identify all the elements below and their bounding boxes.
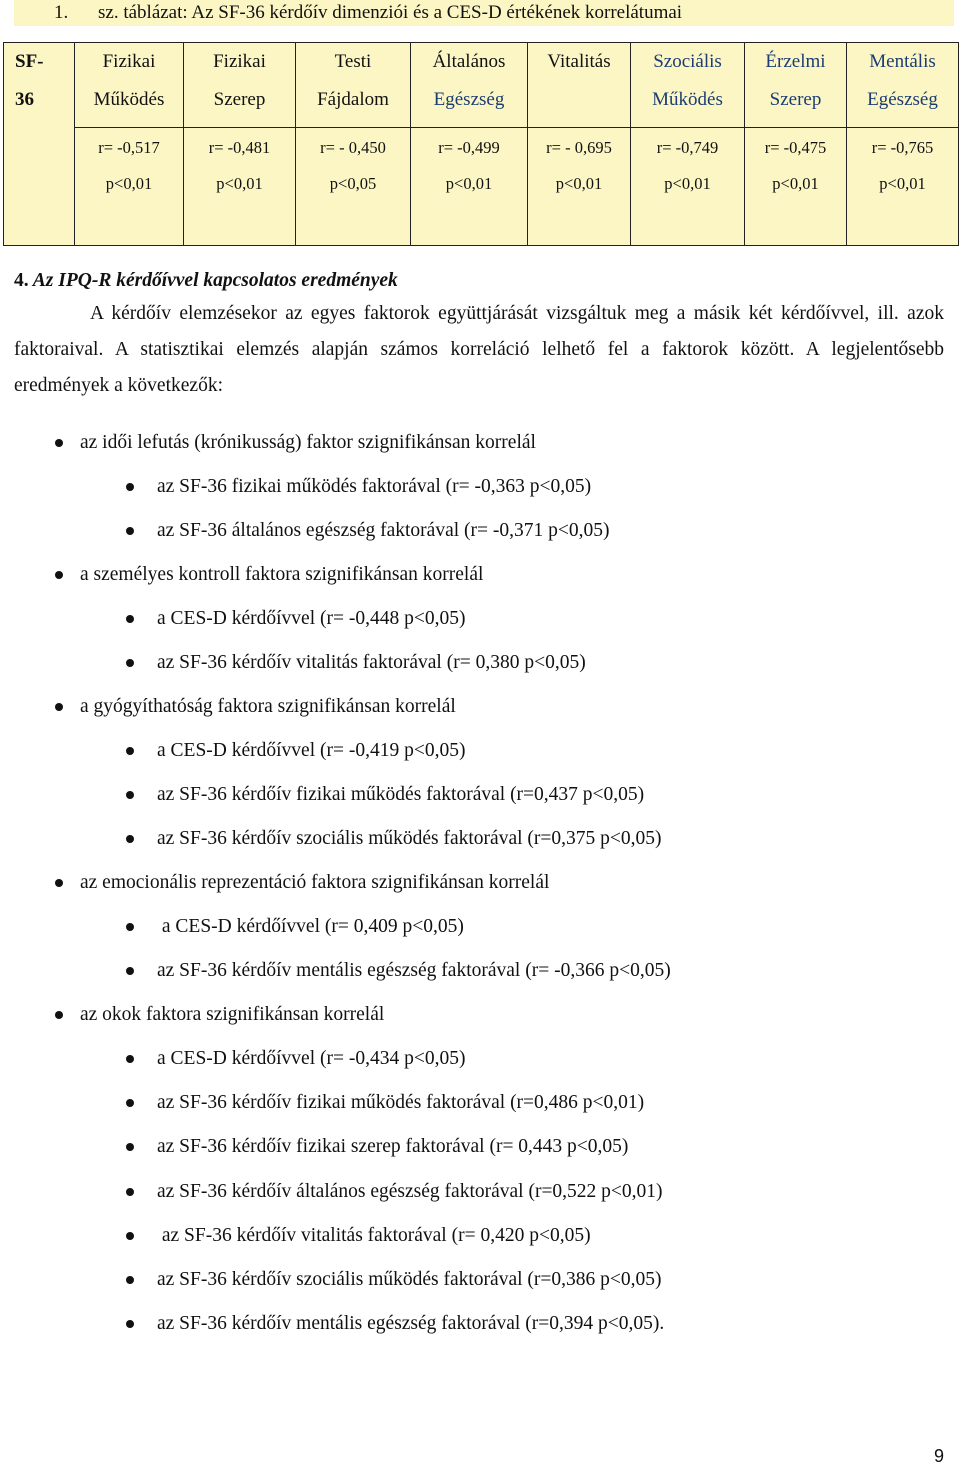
- bullet-dot-icon: [55, 571, 63, 579]
- p-value: p<0,01: [879, 174, 926, 193]
- sub-bullet-item: [157, 651, 586, 675]
- bullet-item: [80, 563, 483, 587]
- header-line1: Érzelmi: [765, 51, 826, 72]
- bullet-item: [80, 695, 456, 719]
- table-caption: [14, 0, 954, 26]
- sf36-label-line1: SF-: [15, 51, 44, 72]
- bullet-dot-icon: [126, 835, 134, 843]
- bullet-text: az SF-36 kérdőív szociális működés faktorával (r=0,386 p<0,05): [157, 1269, 662, 1290]
- bullet-text: a CES-D kérdőívvel (r= 0,409 p<0,05): [157, 916, 464, 937]
- paragraph-text: A kérdőív elemzésekor az egyes faktorok együttjárását vizsgáltuk meg a másik két kérdőívvel, ill. azok faktoraival. A statisztikai elemzés alapján számos korreláció lelhető fel a faktorok között. A legjelentősebb eredmények a következők:: [14, 303, 944, 396]
- sub-bullet-item: [157, 475, 591, 499]
- p-value: p<0,01: [105, 174, 153, 193]
- header-line2: Működés: [652, 89, 723, 110]
- bullet-text: a gyógyíthatóság faktora szignifikánsan korrelál: [80, 696, 456, 717]
- bullet-item: [80, 871, 549, 895]
- bullet-text: az SF-36 kérdőív általános egészség faktorával (r=0,522 p<0,01): [157, 1181, 663, 1202]
- sub-bullet-item: [157, 1091, 644, 1115]
- bullet-dot-icon: [126, 527, 134, 535]
- header-line2: Szerep: [213, 89, 266, 110]
- header-line1: Szociális: [653, 51, 722, 72]
- bullet-dot-icon: [126, 1320, 134, 1328]
- bullet-text: az SF-36 általános egészség faktorával (r= -0,371 p<0,05): [157, 520, 610, 541]
- section-title-text: Az IPQ-R kérdőívvel kapcsolatos eredmények: [32, 270, 398, 291]
- p-value: p<0,01: [216, 174, 263, 193]
- bullet-dot-icon: [55, 879, 63, 887]
- bullet-text: az SF-36 kérdőív fizikai működés faktorával (r=0,486 p<0,01): [157, 1092, 645, 1113]
- caption-number: 1.: [54, 2, 69, 23]
- bullet-dot-icon: [126, 1143, 134, 1151]
- header-line1: Általános: [432, 51, 506, 72]
- bullet-text: az SF-36 kérdőív vitalitás faktorával (r= 0,420 p<0,05): [157, 1225, 591, 1246]
- bullet-text: az SF-36 kérdőív szociális működés faktorával (r=0,375 p<0,05): [157, 828, 662, 849]
- bullet-dot-icon: [126, 483, 134, 491]
- p-value: p<0,01: [772, 174, 819, 193]
- bullet-item: [80, 1003, 384, 1027]
- header-cell-altalanos-egeszseg: [411, 43, 528, 128]
- header-cell-szocialis-mukodes: [631, 43, 745, 128]
- value-cell: [745, 128, 847, 246]
- value-cell: [847, 128, 959, 246]
- r-value: r= -0,765: [871, 138, 934, 157]
- sub-bullet-item: [157, 1135, 628, 1159]
- header-cell-testi-fajdalom: [296, 43, 411, 128]
- sub-bullet-item: [157, 739, 465, 763]
- sub-bullet-item: [157, 519, 609, 543]
- sf36-label-line2: 36: [15, 89, 34, 110]
- bullet-dot-icon: [55, 1011, 63, 1019]
- value-cell: [631, 128, 745, 246]
- r-value: r= -0,499: [438, 138, 500, 157]
- header-line1: Testi: [334, 51, 372, 72]
- value-cell: [411, 128, 528, 246]
- r-value: r= -0,475: [764, 138, 827, 157]
- bullet-text: az SF-36 fizikai működés faktorával (r= -0,363 p<0,05): [157, 476, 592, 497]
- header-cell-vitalitas: [528, 43, 631, 128]
- p-value: p<0,01: [555, 174, 603, 193]
- r-value: r= -0,517: [98, 138, 160, 157]
- r-value: r= - 0,695: [546, 138, 612, 157]
- sub-bullet-item: [157, 827, 662, 851]
- p-value: p<0,05: [329, 174, 377, 193]
- bullet-text: az SF-36 kérdőív mentális egészség faktorával (r=0,394 p<0,05).: [157, 1313, 665, 1334]
- header-line2: Szerep: [769, 89, 822, 110]
- header-line1: Vitalitás: [547, 51, 611, 72]
- bullet-text: a személyes kontroll faktora szignifikánsan korrelál: [80, 564, 484, 585]
- bullet-text: az idői lefutás (krónikusság) faktor szignifikánsan korrelál: [80, 432, 536, 453]
- value-cell: [75, 128, 184, 246]
- bullet-dot-icon: [126, 659, 134, 667]
- bullet-text: az emocionális reprezentáció faktora szignifikánsan korrelál: [80, 872, 550, 893]
- sub-bullet-item: [157, 1268, 662, 1292]
- bullet-dot-icon: [126, 1055, 134, 1063]
- bullet-dot-icon: [55, 703, 63, 711]
- header-cell-erzelmi-szerep: [745, 43, 847, 128]
- header-line2: Fájdalom: [317, 89, 389, 110]
- p-value: p<0,01: [664, 174, 711, 193]
- bullet-text: az okok faktora szignifikánsan korrelál: [80, 1004, 385, 1025]
- bullet-text: a CES-D kérdőívvel (r= -0,434 p<0,05): [157, 1048, 466, 1069]
- header-line2: Egészség: [867, 89, 938, 110]
- r-value: r= -0,481: [208, 138, 271, 157]
- value-cell: [528, 128, 631, 246]
- sub-bullet-item: [157, 1312, 664, 1336]
- bullet-text: az SF-36 kérdőív mentális egészség faktorával (r= -0,366 p<0,05): [157, 960, 671, 981]
- header-line1: Fizikai: [102, 51, 156, 72]
- bullet-dot-icon: [126, 967, 134, 975]
- header-line2: Egészség: [433, 89, 505, 110]
- table-value-row: [4, 128, 959, 246]
- header-line2: Működés: [93, 89, 165, 110]
- bullet-dot-icon: [126, 1276, 134, 1284]
- bullet-text: az SF-36 kérdőív fizikai működés faktorával (r=0,437 p<0,05): [157, 784, 645, 805]
- sf36-header-cell: [4, 43, 75, 246]
- bullet-dot-icon: [126, 747, 134, 755]
- sub-bullet-item: [157, 1047, 465, 1071]
- caption-text: sz. táblázat: Az SF-36 kérdőív dimenziói és a CES-D értékének korrelátumai: [98, 2, 683, 23]
- header-cell-fizikai-szerep: [184, 43, 296, 128]
- page-number: 9: [934, 1446, 945, 1466]
- bullet-text: az SF-36 kérdőív vitalitás faktorával (r= 0,380 p<0,05): [157, 652, 586, 673]
- bullet-dot-icon: [55, 439, 63, 447]
- bullet-text: az SF-36 kérdőív fizikai szerep faktorával (r= 0,443 p<0,05): [157, 1136, 629, 1157]
- sub-bullet-item: [157, 783, 644, 807]
- header-cell-fizikai-mukodes: [75, 43, 184, 128]
- bullet-dot-icon: [126, 1188, 134, 1196]
- sub-bullet-item: [157, 915, 464, 939]
- bullet-text: a CES-D kérdőívvel (r= -0,419 p<0,05): [157, 740, 466, 761]
- p-value: p<0,01: [445, 174, 493, 193]
- sub-bullet-item: [157, 607, 465, 631]
- sub-bullet-item: [157, 1180, 663, 1204]
- bullet-dot-icon: [126, 1232, 134, 1240]
- value-cell: [296, 128, 411, 246]
- section-heading: [14, 270, 398, 292]
- bullet-dot-icon: [126, 791, 134, 799]
- section-number: 4.: [14, 270, 29, 291]
- table-header-row: [4, 43, 959, 128]
- r-value: r= -0,749: [656, 138, 719, 157]
- header-line1: Fizikai: [213, 51, 266, 72]
- sub-bullet-item: [157, 959, 671, 983]
- bullet-dot-icon: [126, 1099, 134, 1107]
- bullet-item: [80, 431, 536, 455]
- bullet-dot-icon: [126, 923, 134, 931]
- value-cell: [184, 128, 296, 246]
- header-line1: Mentális: [869, 51, 936, 72]
- bullet-text: a CES-D kérdőívvel (r= -0,448 p<0,05): [157, 608, 466, 629]
- bullet-dot-icon: [126, 615, 134, 623]
- section-paragraph: [14, 296, 944, 404]
- sub-bullet-item: [157, 1224, 591, 1248]
- header-cell-mentalis-egeszseg: [847, 43, 959, 128]
- r-value: r= - 0,450: [320, 138, 386, 157]
- correlation-table: [3, 42, 959, 246]
